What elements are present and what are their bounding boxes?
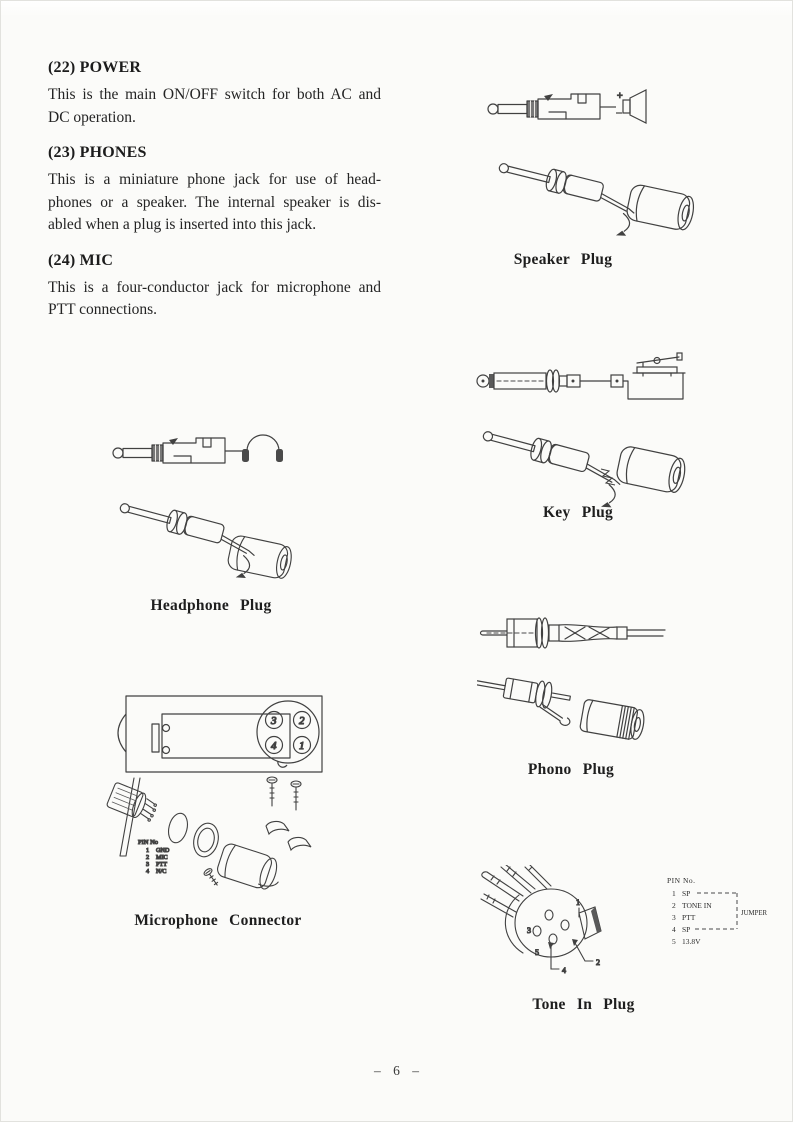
tone-in-plug-caption: Tone In Plug xyxy=(532,996,635,1013)
polarity-plus-label: + xyxy=(617,91,623,102)
pin-no: 4 xyxy=(672,925,676,934)
section-body-power xyxy=(48,84,381,129)
pin-no: 4 xyxy=(146,868,150,875)
phono-plug-assembled xyxy=(481,618,666,648)
tone-in-pin-table xyxy=(667,876,768,946)
headphone-plug-caption: Headphone Plug xyxy=(150,597,272,614)
phono-plug-exploded xyxy=(477,670,646,742)
speaker-plug-schematic xyxy=(488,90,646,123)
microphone-connector-illustration xyxy=(104,684,339,916)
body-line: This is the main ON/OFF switch for both AC and xyxy=(48,86,381,103)
pin-label: N/C xyxy=(156,868,167,875)
pin-no: 3 xyxy=(146,861,150,868)
body-line: This is a four-conductor jack for microphone and xyxy=(48,278,381,296)
body-line: phones or a speaker. The internal speaker is dis- xyxy=(48,193,381,211)
pin-callout: 4 xyxy=(562,966,566,975)
mic-screw xyxy=(291,781,301,810)
headphone-plug-figure xyxy=(108,429,303,589)
headphone-plug-illustration xyxy=(108,429,303,589)
headphone-plug-schematic xyxy=(113,435,283,463)
section-heading-phones: (23) PHONES xyxy=(48,144,147,161)
pin-label: PTT xyxy=(682,913,696,922)
mic-jack-pin-diagram xyxy=(257,701,319,767)
jumper-bracket xyxy=(695,893,737,929)
pin-no: 3 xyxy=(672,913,676,922)
pin-callout: 2 xyxy=(596,958,600,967)
text-column xyxy=(48,59,381,322)
section-mic xyxy=(48,252,381,322)
body-line: abled when a plug is inserted into this jack. xyxy=(48,216,317,233)
body-line: This is a miniature phone jack for use of head- xyxy=(48,171,381,188)
pin-label: SP xyxy=(682,889,691,898)
telegraph-key-symbol xyxy=(633,353,685,376)
section-phones xyxy=(48,144,381,237)
mic-shell xyxy=(215,842,284,893)
pin-label: MIC xyxy=(156,854,168,861)
key-plug-schematic xyxy=(477,353,685,399)
key-plug-illustration xyxy=(473,351,688,509)
microphone-connector-caption: Microphone Connector xyxy=(134,912,302,929)
tone-in-plug-figure xyxy=(479,865,779,995)
phono-plug-figure xyxy=(477,613,672,758)
phono-plug-caption: Phono Plug xyxy=(527,761,615,778)
key-plug-figure xyxy=(473,351,688,509)
pin-no: 2 xyxy=(146,854,150,861)
pin-no: 1 xyxy=(146,847,150,854)
phono-plug-illustration xyxy=(477,613,672,758)
cable-clamp-half xyxy=(288,837,311,850)
speaker-plug-caption: Speaker Plug xyxy=(513,251,613,268)
pin-table-title: PIN No xyxy=(138,839,159,846)
body-line: DC operation. xyxy=(48,108,136,126)
speaker-cone-symbol xyxy=(630,90,646,123)
microphone-connector-exploded xyxy=(106,777,311,893)
pin-callout: 1 xyxy=(576,898,580,907)
speaker-plug-exploded xyxy=(490,156,696,238)
body-line: PTT connections. xyxy=(48,301,158,318)
pin-label: SP xyxy=(682,925,691,934)
pin-label: PTT xyxy=(156,861,168,868)
jack-pin-number: 3 xyxy=(271,715,277,727)
pin-table-title: PIN No. xyxy=(667,876,696,885)
microphone-wiring-schematic xyxy=(118,696,322,772)
key-plug-caption: Key Plug xyxy=(542,504,614,521)
microphone-grille xyxy=(118,714,126,752)
pin-label: GND xyxy=(156,847,170,854)
cable-clamp-half xyxy=(266,821,289,834)
pin-label: TONE IN xyxy=(682,901,712,910)
section-body-phones xyxy=(48,169,381,237)
microphone-connector-figure xyxy=(104,684,339,916)
speaker-plug-illustration xyxy=(483,87,698,239)
key-plug-exploded xyxy=(473,424,687,509)
pin-no: 2 xyxy=(672,901,676,910)
page-number: – 6 – xyxy=(374,1063,419,1078)
jumper-label: JUMPER xyxy=(741,910,768,917)
jack-pin-number: 1 xyxy=(299,740,305,752)
phono-shell xyxy=(579,699,646,741)
pin-callout: 3 xyxy=(527,926,531,935)
section-heading-power: (22) POWER xyxy=(48,59,142,76)
section-heading-mic: (24) MIC xyxy=(48,251,114,269)
speaker-plug-figure xyxy=(483,87,698,239)
mic-screw xyxy=(267,777,277,806)
tone-in-plug-illustration xyxy=(479,865,779,995)
jack-pin-number: 2 xyxy=(299,715,305,727)
headphone-plug-exploded xyxy=(111,497,294,581)
pin-no: 1 xyxy=(672,889,676,898)
section-body-mic xyxy=(48,277,381,322)
jack-pin-number: 4 xyxy=(271,740,277,752)
pin-label: 13.8V xyxy=(682,937,701,946)
tone-in-plug-drawing xyxy=(481,865,601,975)
section-power xyxy=(48,59,381,129)
pin-no: 5 xyxy=(672,937,676,946)
mic-pin-table xyxy=(138,839,170,875)
pin-callout: 5 xyxy=(535,948,539,957)
headphone-symbol xyxy=(242,435,283,462)
